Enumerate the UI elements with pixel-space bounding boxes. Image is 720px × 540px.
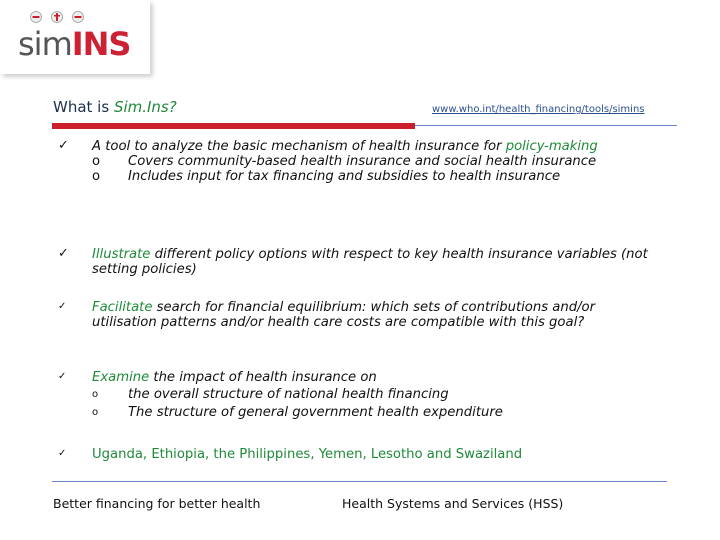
illustrate-highlight: Illustrate bbox=[92, 247, 151, 262]
sub-item: o Covers community-based health insurance and social health insurance bbox=[92, 154, 597, 169]
country-name: Uganda bbox=[92, 447, 143, 462]
financing-icon bbox=[52, 12, 63, 23]
logo-prefix: sim bbox=[18, 25, 72, 63]
sub-item: o the overall structure of national health financing bbox=[92, 387, 449, 402]
country-list bbox=[92, 447, 657, 462]
country-name: and Swaziland bbox=[426, 447, 523, 462]
check-icon: ✓ bbox=[58, 246, 69, 261]
examine-highlight: Examine bbox=[92, 370, 150, 385]
country-name: Yemen bbox=[318, 447, 363, 462]
logo-wordmark bbox=[18, 25, 131, 63]
footer-slogan: Better financing for better health bbox=[53, 496, 261, 511]
check-icon: ✓ bbox=[58, 448, 67, 459]
logo bbox=[0, 0, 150, 74]
country-separator: , bbox=[310, 447, 319, 462]
country-separator: , bbox=[205, 447, 214, 462]
sub-bullet-marker: o bbox=[92, 154, 101, 169]
country-name: Ethiopia bbox=[151, 447, 206, 462]
check-icon: ✓ bbox=[58, 371, 67, 382]
check-icon: ✓ bbox=[58, 138, 69, 153]
bullet-text: A tool to analyze the basic mechanism of health insurance for policy-making bbox=[92, 139, 598, 154]
simins-url-link[interactable]: www.who.int/health_financing/tools/simins bbox=[432, 104, 645, 115]
left-arrow-icon bbox=[31, 12, 42, 23]
country-name: Lesotho bbox=[370, 447, 423, 462]
check-icon: ✓ bbox=[58, 301, 67, 312]
country-separator: , bbox=[362, 447, 371, 462]
title-divider-blue bbox=[415, 125, 677, 126]
slide-title bbox=[53, 98, 177, 116]
facilitate-highlight: Facilitate bbox=[92, 300, 153, 315]
sub-bullet-marker: o bbox=[92, 389, 99, 400]
policy-making-highlight: policy-making bbox=[505, 139, 598, 154]
sub-bullet-marker: o bbox=[92, 169, 101, 184]
country-separator: , bbox=[142, 447, 152, 462]
footer-divider bbox=[52, 481, 667, 482]
title-divider-red bbox=[52, 123, 415, 129]
sub-item: o Includes input for tax financing and subsidies to health insurance bbox=[92, 169, 561, 184]
footer-department: Health Systems and Services (HSS) bbox=[342, 496, 564, 511]
country-name: the Philippines bbox=[213, 447, 311, 462]
title-emphasis: Sim.Ins? bbox=[113, 98, 177, 116]
title-prefix: What is bbox=[53, 98, 114, 116]
sub-bullet-marker: o bbox=[92, 407, 99, 418]
logo-icons bbox=[30, 10, 90, 24]
sub-item: o The structure of general government health expenditure bbox=[92, 405, 503, 420]
logo-suffix: INS bbox=[71, 25, 131, 63]
right-arrow-icon bbox=[73, 12, 84, 23]
